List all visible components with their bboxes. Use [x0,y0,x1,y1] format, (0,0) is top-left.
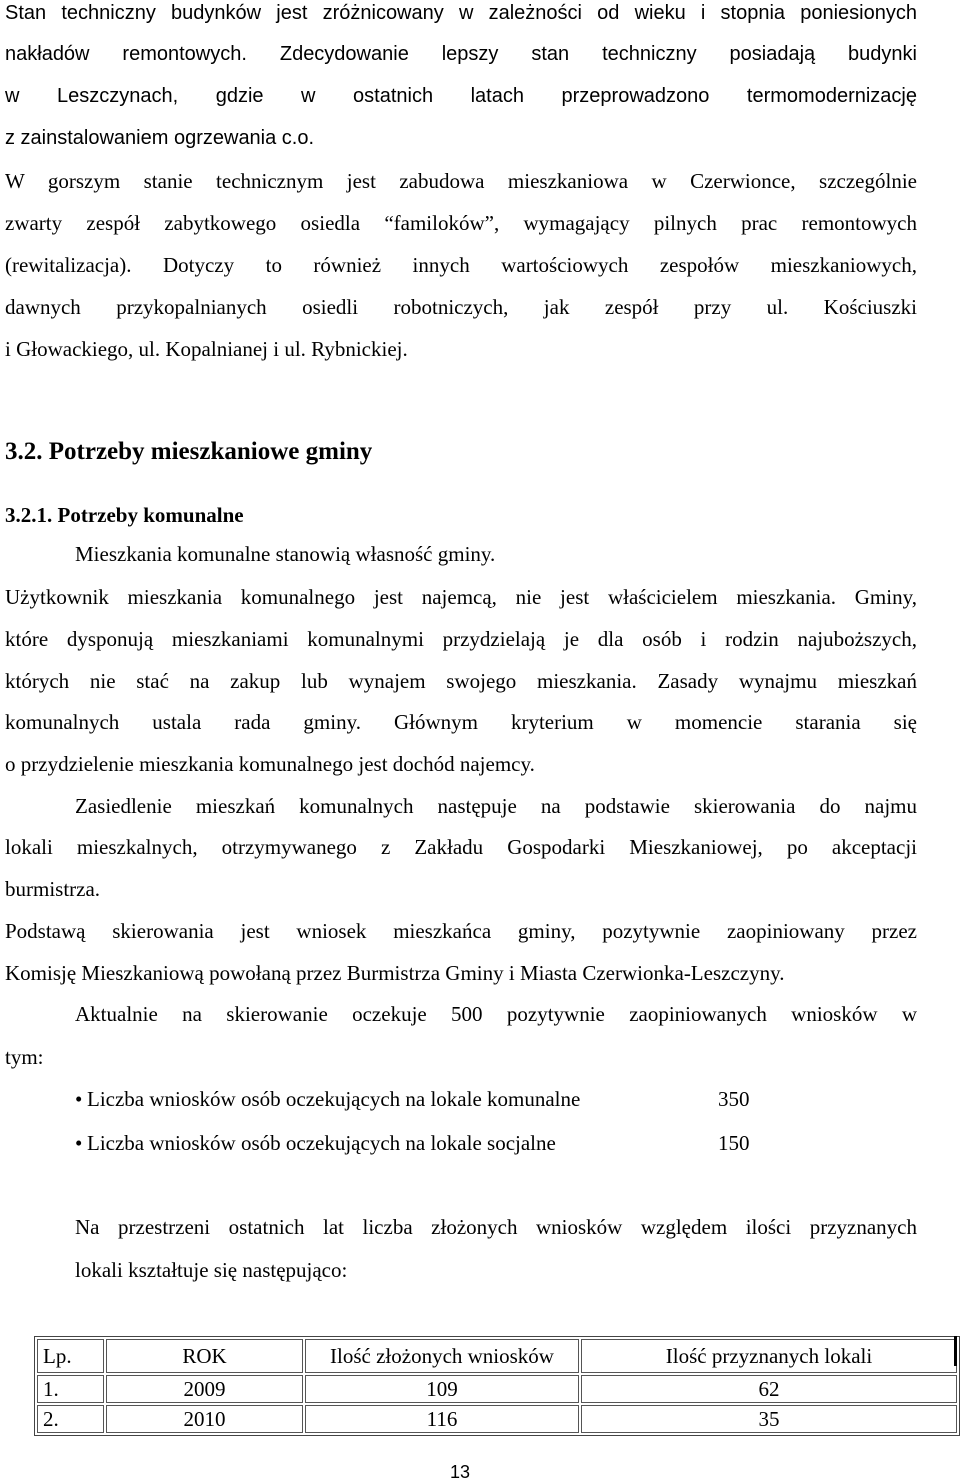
table-header-cell: Lp. [37,1339,104,1373]
text-line: lokali kształtuje się następująco: [75,1258,348,1282]
text-line: które dysponują mieszkaniami komunalnymi przydzielają je dla osób i rodzin najuboższych, [5,627,917,651]
table-cell: 2010 [106,1405,303,1433]
text-line: Komisję Mieszkaniową powołaną przez Burmistrza Gminy i Miasta Czerwionka-Leszczyny. [5,961,785,985]
list-item-label: Liczba wniosków osób oczekujących na lokale socjalne [87,1131,556,1155]
table-row [37,1375,957,1403]
text-line: Stan techniczny budynków jest zróżnicowany w zależności od wieku i stopnia poniesionych [5,2,917,24]
text-line: Na przestrzeni ostatnich lat liczba złożonych wniosków względem ilości przyznanych [75,1215,917,1239]
text-line: komunalnych ustala rada gminy. Głównym kryterium w momencie starania się [5,710,917,734]
text-line: których nie stać na zakup lub wynajem swojego mieszkania. Zasady wynajmu mieszkań [5,669,917,693]
page-number: 13 [450,1462,471,1482]
table-cell: 109 [305,1375,579,1403]
table-cell: 35 [581,1405,957,1433]
table-cell: 2009 [106,1375,303,1403]
text-line: Mieszkania komunalne stanowią własność gminy. [75,542,496,566]
text-line: nakładów remontowych. Zdecydowanie lepszy stan techniczny posiadają budynki [5,43,917,65]
table-cell: 62 [581,1375,957,1403]
list-item-value: 350 [718,1087,750,1111]
text-line: dawnych przykopalnianych osiedli robotniczych, jak zespół przy ul. Kościuszki [5,295,917,319]
table-edge-divider [954,1336,957,1366]
table-header-cell: Ilość przyznanych lokali [581,1339,957,1373]
bullet-icon: • [75,1131,83,1155]
text-line: W gorszym stanie technicznym jest zabudowa mieszkaniowa w Czerwionce, szczególnie [5,169,917,193]
text-line: z zainstalowaniem ogrzewania c.o. [5,127,315,149]
text-line: Zasiedlenie mieszkań komunalnych następuje na podstawie skierowania do najmu [75,794,917,818]
text-line: burmistrza. [5,877,101,901]
table-header-row [37,1339,957,1373]
text-line: w Leszczynach, gdzie w ostatnich latach przeprowadzono termomodernizację [5,85,917,107]
applications-table [34,1336,960,1436]
table-header-cell: Ilość złożonych wniosków [305,1339,579,1373]
text-line: Podstawą skierowania jest wniosek mieszkańca gminy, pozytywnie zaopiniowany przez [5,919,917,943]
table-header-cell: ROK [106,1339,303,1373]
text-line: zwarty zespół zabytkowego osiedla “familoków”, wymagający pilnych prac remontowych [5,211,917,235]
bullet-icon: • [75,1087,83,1111]
text-line: Użytkownik mieszkania komunalnego jest najemcą, nie jest właścicielem mieszkania. Gminy, [5,585,917,609]
section-heading: 3.2. Potrzeby mieszkaniowe gminy [5,438,373,465]
list-item [75,1130,750,1156]
subsection-heading: 3.2.1. Potrzeby komunalne [5,503,244,527]
text-line: Aktualnie na skierowanie oczekuje 500 pozytywnie zaopiniowanych wniosków w [75,1002,917,1026]
table-cell: 116 [305,1405,579,1433]
list-item-value: 150 [718,1131,750,1155]
text-line: lokali mieszkalnych, otrzymywanego z Zakładu Gospodarki Mieszkaniowej, po akceptacji [5,835,917,859]
list-item [75,1086,750,1112]
text-line: (rewitalizacja). Dotyczy to również innych wartościowych zespołów mieszkaniowych, [5,253,917,277]
list-item-label: Liczba wniosków osób oczekujących na lokale komunalne [87,1087,581,1111]
table-cell: 1. [37,1375,104,1403]
table-cell: 2. [37,1405,104,1433]
text-line: o przydzielenie mieszkania komunalnego jest dochód najemcy. [5,752,535,776]
text-line: i Głowackiego, ul. Kopalnianej i ul. Rybnickiej. [5,337,408,361]
text-line: tym: [5,1045,44,1069]
table-row [37,1405,957,1433]
